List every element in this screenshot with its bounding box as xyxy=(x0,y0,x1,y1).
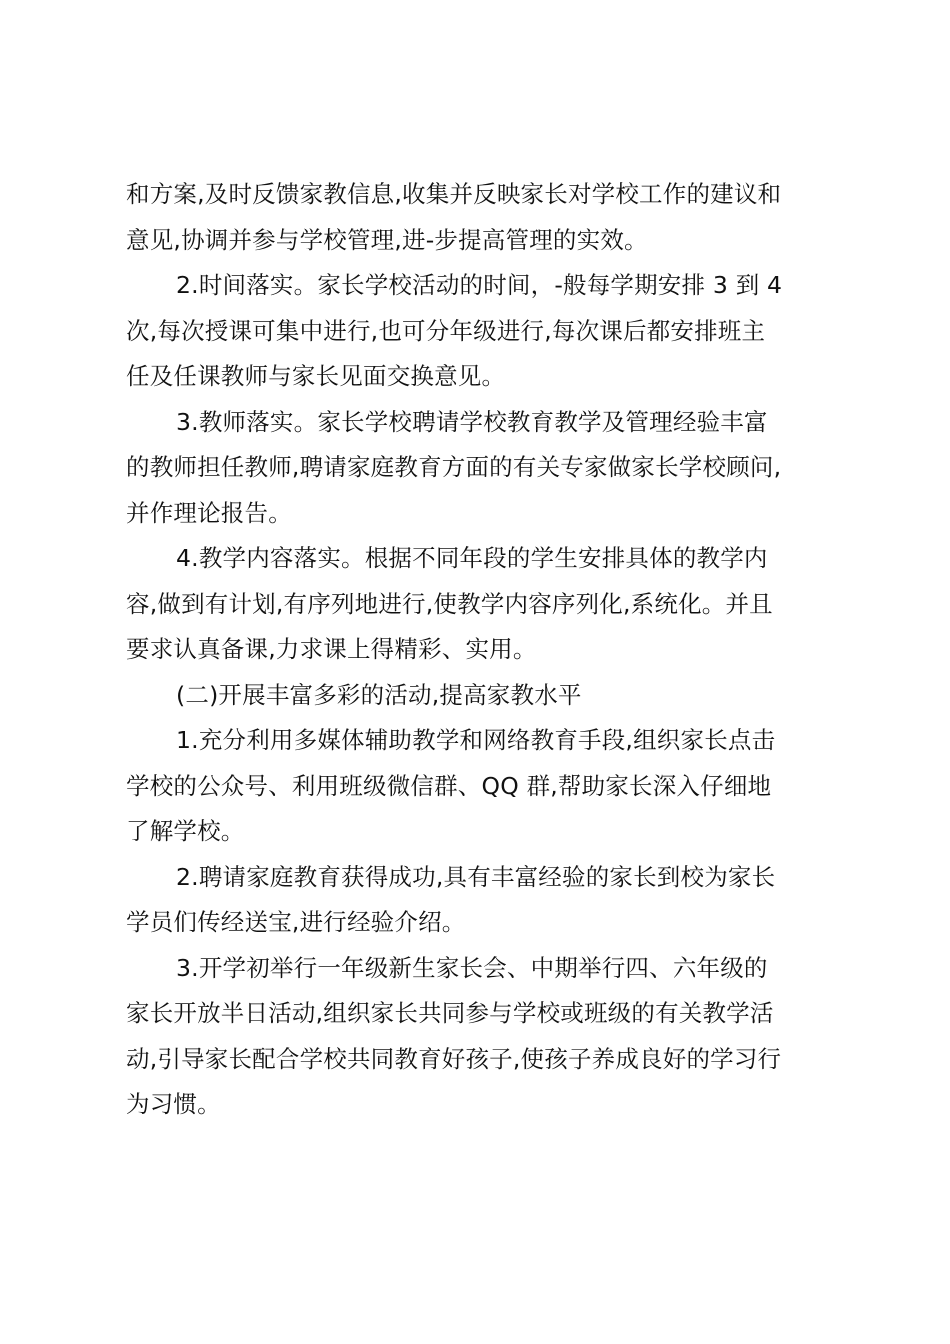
text-line: 容,做到有计划,有序列地进行,使教学内容序列化,系统化。并且 xyxy=(126,589,773,618)
paragraph-teacher xyxy=(126,400,836,537)
document-body xyxy=(126,172,836,1128)
paragraph-time xyxy=(126,263,836,400)
text-line: 家长开放半日活动,组织家长共同参与学校或班级的有关教学活 xyxy=(126,999,774,1027)
text-line: 要求认真备课,力求课上得精彩、实用。 xyxy=(126,635,537,663)
text-line: 和方案,及时反馈家教信息,收集并反映家长对学校工作的建议和 xyxy=(126,180,782,208)
paragraph-media xyxy=(126,718,836,855)
text-line: 并作理论报告。 xyxy=(126,498,292,527)
heading-line: (二)开展丰富多彩的活动,提高家教水平 xyxy=(176,680,582,709)
text-line: 了解学校。 xyxy=(126,817,245,845)
paragraph-content xyxy=(126,536,836,673)
text-line: 3.开学初举行一年级新生家长会、中期举行四、六年级的 xyxy=(176,953,768,982)
text-line: 次,每次授课可集中进行,也可分年级进行,每次课后都安排班主 xyxy=(126,316,766,345)
text-line: 动,引导家长配合学校共同教育好孩子,使孩子养成良好的学习行 xyxy=(126,1044,782,1073)
text-line: 学员们传经送宝,进行经验介绍。 xyxy=(126,908,466,936)
section-heading xyxy=(126,673,836,719)
text-line: 1.充分利用多媒体辅助教学和网络教育手段,组织家长点击 xyxy=(176,726,776,754)
paragraph-intro xyxy=(126,172,836,263)
text-line: 3.教师落实。家长学校聘请学校教育教学及管理经验丰富 xyxy=(176,407,768,436)
text-line: 4.教学内容落实。根据不同年段的学生安排具体的教学内 xyxy=(176,544,768,572)
text-line: 意见,协调并参与学校管理,进-步提高管理的实效。 xyxy=(126,225,648,254)
text-line: 2.时间落实。家长学校活动的时间，-般每学期安排 3 到 4 xyxy=(176,271,783,299)
text-line: 学校的公众号、利用班级微信群、QQ 群,帮助家长深入仔细地 xyxy=(126,771,772,800)
paragraph-experience xyxy=(126,855,836,946)
paragraph-meeting xyxy=(126,946,836,1128)
text-line: 任及任课教师与家长见面交换意见。 xyxy=(126,362,506,390)
text-line: 2.聘请家庭教育获得成功,具有丰富经验的家长到校为家长 xyxy=(176,862,776,891)
text-line: 为习惯。 xyxy=(126,1090,221,1118)
text-line: 的教师担任教师,聘请家庭教育方面的有关专家做家长学校顾问, xyxy=(126,453,782,481)
